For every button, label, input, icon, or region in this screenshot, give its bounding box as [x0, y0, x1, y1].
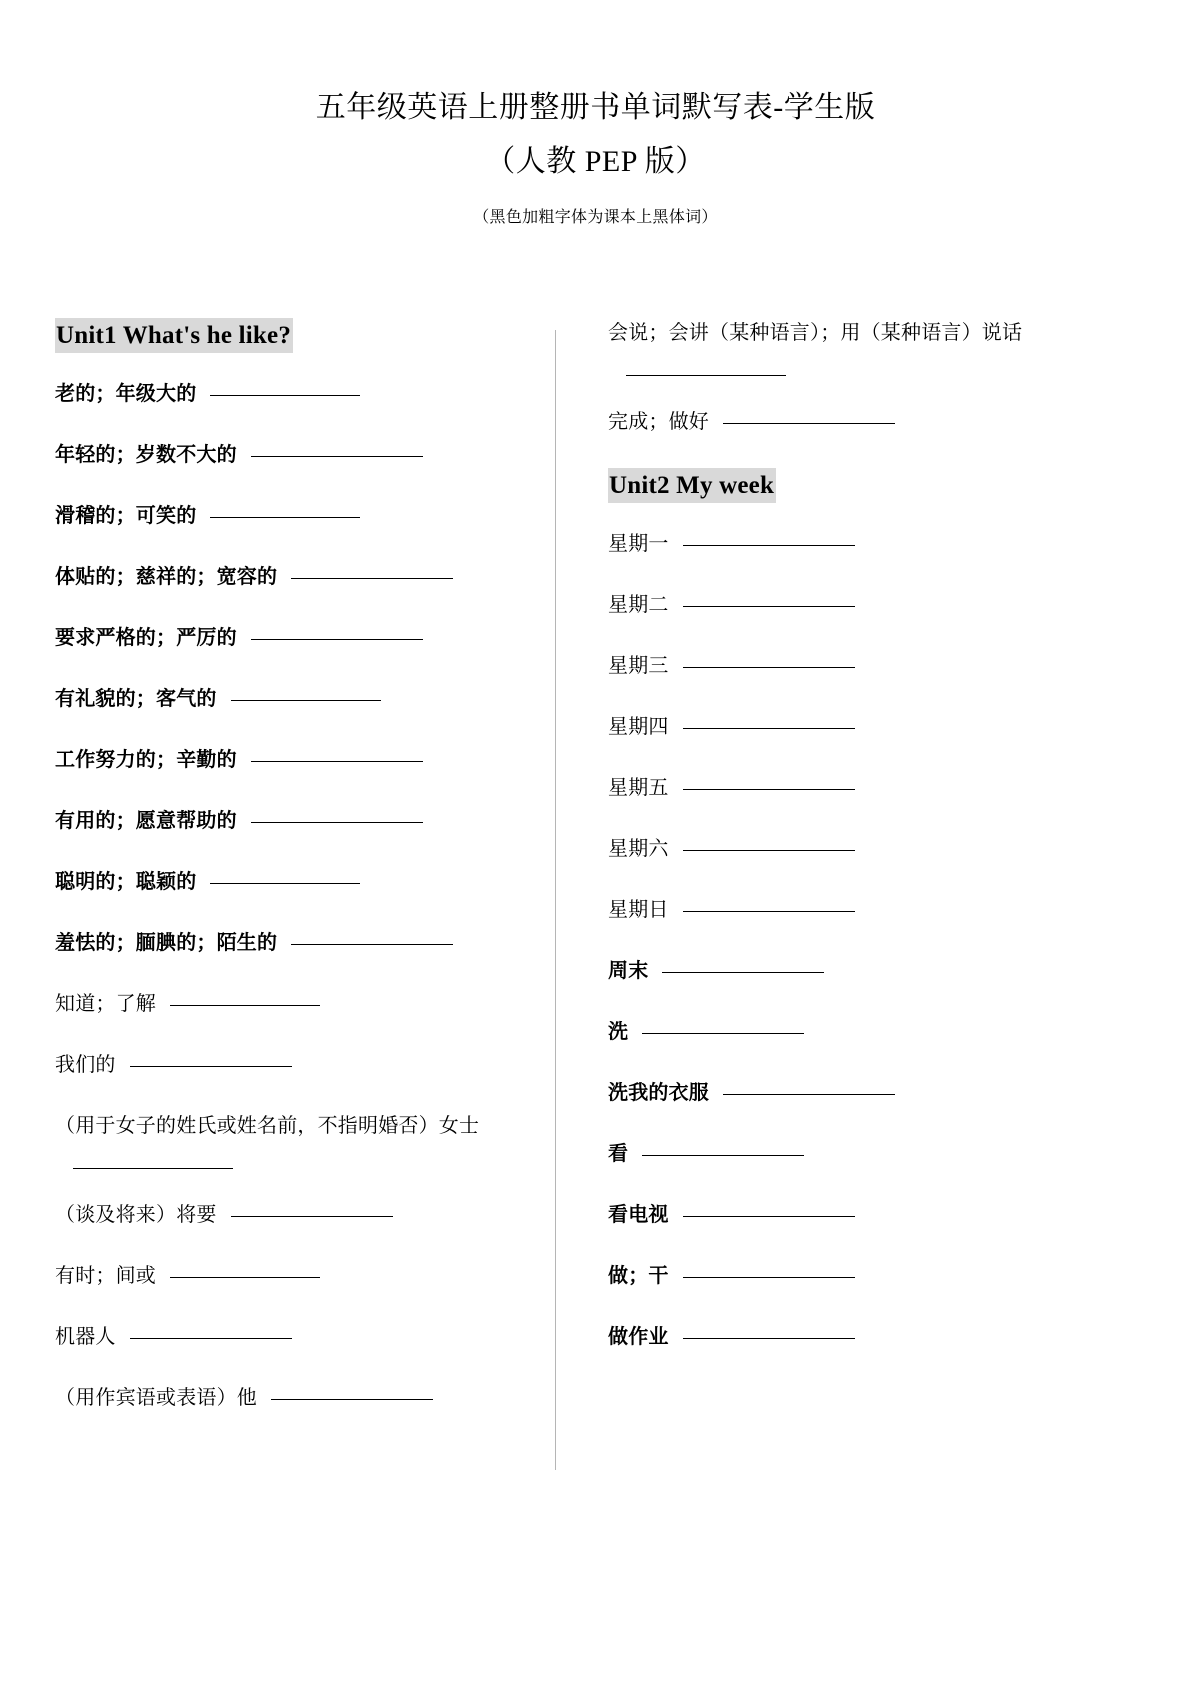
word-meaning-label: 星期日 — [608, 899, 669, 921]
word-entry-row — [608, 834, 1173, 864]
answer-blank-line[interactable] — [683, 910, 855, 912]
word-meaning-label: 聪明的；聪颖的 — [55, 871, 197, 893]
word-entry-row — [55, 928, 537, 958]
word-meaning-label: 年轻的；岁数不大的 — [55, 444, 237, 466]
word-meaning-label: 看电视 — [608, 1204, 669, 1226]
word-meaning-label: 羞怯的；腼腆的；陌生的 — [55, 932, 278, 954]
word-entry-row — [55, 1200, 537, 1230]
word-entry-row — [608, 1261, 1173, 1291]
two-column-body — [0, 318, 1191, 1498]
word-meaning-label: 老的；年级大的 — [55, 383, 197, 405]
word-meaning-label: 有时；间或 — [55, 1265, 156, 1287]
word-entry-row — [608, 773, 1173, 803]
answer-blank-line[interactable] — [251, 760, 423, 762]
right-word-list — [608, 529, 1173, 1352]
word-entry-row — [55, 440, 537, 470]
word-meaning-label: 星期一 — [608, 533, 669, 555]
word-entry-row — [608, 651, 1173, 681]
word-entry-row — [55, 1111, 537, 1169]
word-entry-row — [55, 1261, 537, 1291]
word-meaning-label: 工作努力的；辛勤的 — [55, 749, 237, 771]
word-meaning-label: 体贴的；慈祥的；宽容的 — [55, 566, 278, 588]
answer-blank-line[interactable] — [210, 882, 360, 884]
answer-blank-line[interactable] — [251, 455, 423, 457]
word-entry-row — [55, 1383, 537, 1413]
word-meaning-label: 星期五 — [608, 777, 669, 799]
word-meaning-label: （谈及将来）将要 — [55, 1204, 217, 1226]
word-entry-row — [55, 1322, 537, 1352]
word-meaning-label: （用于女子的姓氏或姓名前，不指明婚否）女士 — [55, 1115, 480, 1137]
answer-blank-line[interactable] — [73, 1167, 233, 1169]
answer-blank-line[interactable] — [683, 1337, 855, 1339]
word-entry-row — [608, 407, 1173, 437]
right-column — [556, 318, 1191, 1383]
answer-blank-line[interactable] — [683, 605, 855, 607]
word-entry-row — [608, 1322, 1173, 1352]
word-entry-row — [608, 1200, 1173, 1230]
word-meaning-label: 洗 — [608, 1021, 629, 1043]
document-header — [0, 0, 1191, 227]
word-meaning-label: 洗我的衣服 — [608, 1082, 709, 1104]
word-entry-row — [608, 590, 1173, 620]
word-entry-row — [55, 623, 537, 653]
answer-blank-line[interactable] — [723, 422, 895, 424]
answer-blank-line[interactable] — [291, 943, 453, 945]
word-meaning-label: 星期四 — [608, 716, 669, 738]
word-meaning-label: 有用的；愿意帮助的 — [55, 810, 237, 832]
word-entry-row — [608, 956, 1173, 986]
word-meaning-label: 周末 — [608, 960, 649, 982]
answer-blank-line[interactable] — [291, 577, 453, 579]
answer-blank-line[interactable] — [683, 788, 855, 790]
word-entry-row — [55, 989, 537, 1019]
word-entry-row — [55, 501, 537, 531]
word-meaning-label: （用作宾语或表语）他 — [55, 1387, 257, 1409]
answer-blank-line[interactable] — [251, 821, 423, 823]
left-column — [0, 318, 555, 1444]
page-title: 五年级英语上册整册书单词默写表-学生版 — [315, 91, 876, 124]
answer-blank-line[interactable] — [251, 638, 423, 640]
answer-blank-line[interactable] — [662, 971, 824, 973]
answer-blank-line[interactable] — [210, 394, 360, 396]
word-entry-row — [608, 318, 1173, 376]
word-entry-row — [55, 745, 537, 775]
word-entry-row — [608, 529, 1173, 559]
word-meaning-label: 我们的 — [55, 1054, 116, 1076]
answer-blank-line[interactable] — [683, 727, 855, 729]
left-word-list — [55, 379, 537, 1413]
word-entry-row — [55, 379, 537, 409]
page-subtitle: （人教 PEP 版） — [485, 144, 706, 178]
word-entry-row — [608, 712, 1173, 742]
word-entry-row — [55, 1050, 537, 1080]
word-meaning-label: 会说；会讲（某种语言）；用（某种语言）说话 — [608, 322, 1023, 344]
unit-heading-unit2: Unit2 My week — [608, 468, 776, 503]
answer-blank-line[interactable] — [231, 699, 381, 701]
word-meaning-label: 做作业 — [608, 1326, 669, 1348]
word-meaning-label: 完成；做好 — [608, 411, 709, 433]
word-entry-row — [608, 895, 1173, 925]
answer-blank-line[interactable] — [683, 849, 855, 851]
word-entry-row — [55, 867, 537, 897]
word-meaning-label: 滑稽的；可笑的 — [55, 505, 197, 527]
word-entry-row — [608, 1078, 1173, 1108]
answer-blank-line[interactable] — [683, 1215, 855, 1217]
word-meaning-label: 星期二 — [608, 594, 669, 616]
page-note: （黑色加粗字体为课本上黑体词） — [473, 208, 718, 226]
word-entry-row — [608, 1139, 1173, 1169]
answer-blank-line[interactable] — [683, 1276, 855, 1278]
word-entry-row — [55, 562, 537, 592]
answer-blank-line[interactable] — [723, 1093, 895, 1095]
answer-blank-line[interactable] — [642, 1032, 804, 1034]
word-entry-row — [608, 1017, 1173, 1047]
answer-blank-line[interactable] — [626, 374, 786, 376]
word-meaning-label: 有礼貌的；客气的 — [55, 688, 217, 710]
word-entry-row — [55, 684, 537, 714]
answer-blank-line[interactable] — [231, 1215, 393, 1217]
answer-blank-line[interactable] — [683, 666, 855, 668]
answer-blank-line[interactable] — [271, 1398, 433, 1400]
word-meaning-label: 星期三 — [608, 655, 669, 677]
answer-blank-line[interactable] — [683, 544, 855, 546]
answer-blank-line[interactable] — [130, 1337, 292, 1339]
answer-blank-line[interactable] — [130, 1065, 292, 1067]
unit-heading-unit1: Unit1 What's he like? — [55, 318, 293, 353]
word-meaning-label: 机器人 — [55, 1326, 116, 1348]
answer-blank-line[interactable] — [170, 1276, 320, 1278]
word-entry-row — [55, 806, 537, 836]
word-meaning-label: 做；干 — [608, 1265, 669, 1287]
answer-blank-line[interactable] — [642, 1154, 804, 1156]
answer-blank-line[interactable] — [210, 516, 360, 518]
word-meaning-label: 要求严格的；严厉的 — [55, 627, 237, 649]
word-meaning-label: 星期六 — [608, 838, 669, 860]
answer-blank-line[interactable] — [170, 1004, 320, 1006]
right-lead-word-list — [608, 318, 1173, 437]
word-meaning-label: 看 — [608, 1143, 629, 1165]
word-meaning-label: 知道；了解 — [55, 993, 156, 1015]
